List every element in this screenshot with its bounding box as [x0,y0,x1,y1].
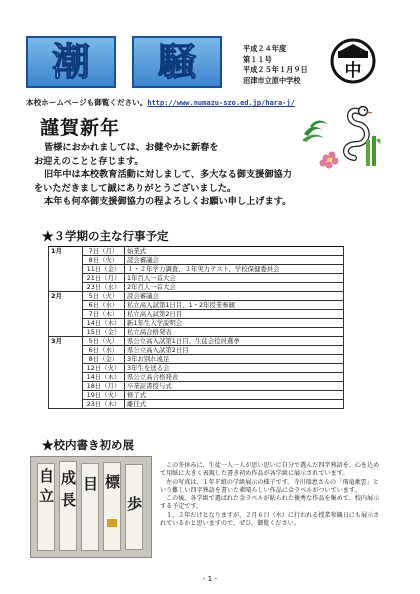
event-date: 11日（金） [83,265,125,274]
masthead-title-char-2 [132,36,222,88]
event-row [49,400,344,409]
event-description: 県公立高合格発表 [125,373,344,382]
event-row [49,274,344,283]
event-month [49,265,83,274]
homepage-lead: 本校ホームページも御覧ください。 [26,98,148,107]
event-date: 7日（月） [83,247,125,256]
calligraphy-glyph: 立 [39,487,55,505]
event-description: 離任式 [125,400,344,409]
calligraphy-glyph: 標 [105,473,121,491]
event-row [49,301,344,310]
exhibit-paragraph: この冬休みに、生徒一人一人が思い思いに自分で選んだ四字熟語を、心を込めて用紙に大きく表現した書き初め作品が各学級に展示されています。 [160,462,380,478]
events-table [48,246,344,409]
page-number: - 1 - [203,575,217,583]
exhibit-paragraph: 左の写真は、１年Ｆ組の学級展示の様子です。寺川瑞恵さんの「飛竜乗雲」という難しい四字熟語を書いた素晴らしい作品に金ラベルがついています。 [160,478,379,494]
event-month: 3月 [49,337,83,346]
event-row [49,337,344,346]
event-month [49,256,83,265]
event-month [49,355,83,364]
masthead-title-char-1 [26,36,116,88]
event-month [49,400,83,409]
events-heading: ★３学期の主な行事予定 [42,229,169,243]
event-month [49,364,83,373]
event-row [49,310,344,319]
event-description: 2年百人一首大会 [125,283,344,292]
event-row [49,346,344,355]
event-date: 23日（水） [83,283,125,292]
calligraphy-glyph: 歩 [127,495,143,513]
event-row [49,292,344,301]
event-row [49,328,344,337]
event-month [49,382,83,391]
event-month [49,391,83,400]
event-month: 2月 [49,292,83,301]
school-emblem-icon [330,38,376,84]
event-description: 私立高入試第2日目 [125,310,344,319]
event-row [49,256,344,265]
greeting-title: 謹賀新年 [40,117,121,139]
event-date: 5日（火） [83,337,125,346]
emblem-char: 中 [344,61,362,81]
calligraphy-photo [30,456,152,558]
event-description: 3年お別れ遠足 [125,355,344,364]
exhibit-heading: ★校内書き初め展 [42,438,134,452]
event-description: 読会審議会 [125,292,344,301]
event-description: 新1年生入学説明会 [125,319,344,328]
homepage-url-link[interactable]: http://www.numazu-szo.ed.jp/hara-j/ [147,99,295,107]
event-month [49,310,83,319]
event-date: 14日（木） [83,373,125,382]
event-description: 始業式 [125,247,344,256]
exhibit-paragraph: この後、各学級で選ばれた金ラベルが貼られた優秀な作品を集めて、校内展示する予定です。 [160,495,380,511]
exhibit-paragraph: １，２年だけとなりますが、２月６日（水）に行われる授業参観日にも展示されているかと思いますので、ぜひ、御覧ください。 [160,511,380,528]
event-row [49,283,344,292]
event-date: 15日（金） [83,328,125,337]
event-row [49,364,344,373]
calligraphy-glyph: 長 [61,491,77,509]
issue-date: 平成２５年１月９日 [243,65,308,74]
event-date: 14日（木） [83,319,125,328]
new-year-snake-illustration-icon [300,100,382,172]
homepage-notice [26,97,295,108]
event-date: 21日（月） [83,274,125,283]
event-row [49,247,344,256]
calligraphy-glyph: 自 [39,467,55,485]
masthead-title-text-1: 潮 [51,39,90,84]
event-description: 私立高入試第1日目、1・2年授業参観 [125,301,344,310]
event-date: 8日（金） [83,355,125,364]
event-row [49,391,344,400]
event-description: 県公立高入試第1日目、生徒会役員選挙 [125,337,344,346]
event-date: 18日（月） [83,382,125,391]
event-month [49,274,83,283]
event-date: 7日（木） [83,310,125,319]
event-description: 読会審議会 [125,256,344,265]
calligraphy-glyph: 目 [83,475,99,493]
event-date: 5日（火） [83,292,125,301]
greeting-line: 皆様におかれましては、お健やかに新春を [44,142,219,153]
gold-label [107,519,117,527]
event-month: 1月 [49,247,83,256]
event-month [49,373,83,382]
issue-era: 平成２４年度 [243,44,287,53]
calligraphy-glyph: 成 [61,469,77,487]
event-date: 6日（水） [83,301,125,310]
event-date: 12日（火） [83,364,125,373]
event-description: 1年百人一首大会 [125,274,344,283]
event-row [49,382,344,391]
event-row [49,319,344,328]
greeting-line: お迎えのことと存じます。 [34,155,144,167]
event-description: 私立高合格発表 [125,328,344,337]
greeting-line: 本年も何卒御支援御協力の程よろしくお願い申し上げます。 [44,196,292,208]
event-month [49,319,83,328]
event-month [49,301,83,310]
event-description: 県公立高入試第2日目 [125,346,344,355]
event-month [49,346,83,355]
school-name: 沼津市立原中学校 [243,75,301,85]
event-description: １・２年学力調査、３年実力テスト、学校保健委員会 [125,265,344,274]
exhibit-text [160,462,382,528]
event-description: 卒業証書授与式 [125,382,344,391]
masthead [26,36,226,88]
event-date: 6日（水） [83,346,125,355]
event-date: 19日（火） [83,391,125,400]
event-row [49,355,344,364]
event-month [49,328,83,337]
event-date: 23日（木） [83,400,125,409]
event-description: 修了式 [125,391,344,400]
event-row [49,265,344,274]
event-description: 3年生を送る会 [125,364,344,373]
masthead-title-text-2: 騒 [157,39,196,84]
event-date: 8日（火） [83,256,125,265]
issue-number: 第１１号 [243,54,272,64]
event-row [49,373,344,382]
event-month [49,283,83,292]
greeting-line: 旧年中は本校教育活動に対しまして、多大なる御支援御協力 [44,169,292,181]
greeting-body [34,141,344,209]
issue-info [243,44,308,86]
greeting-line: をいただきまして誠にありがとうございました。 [34,182,237,194]
